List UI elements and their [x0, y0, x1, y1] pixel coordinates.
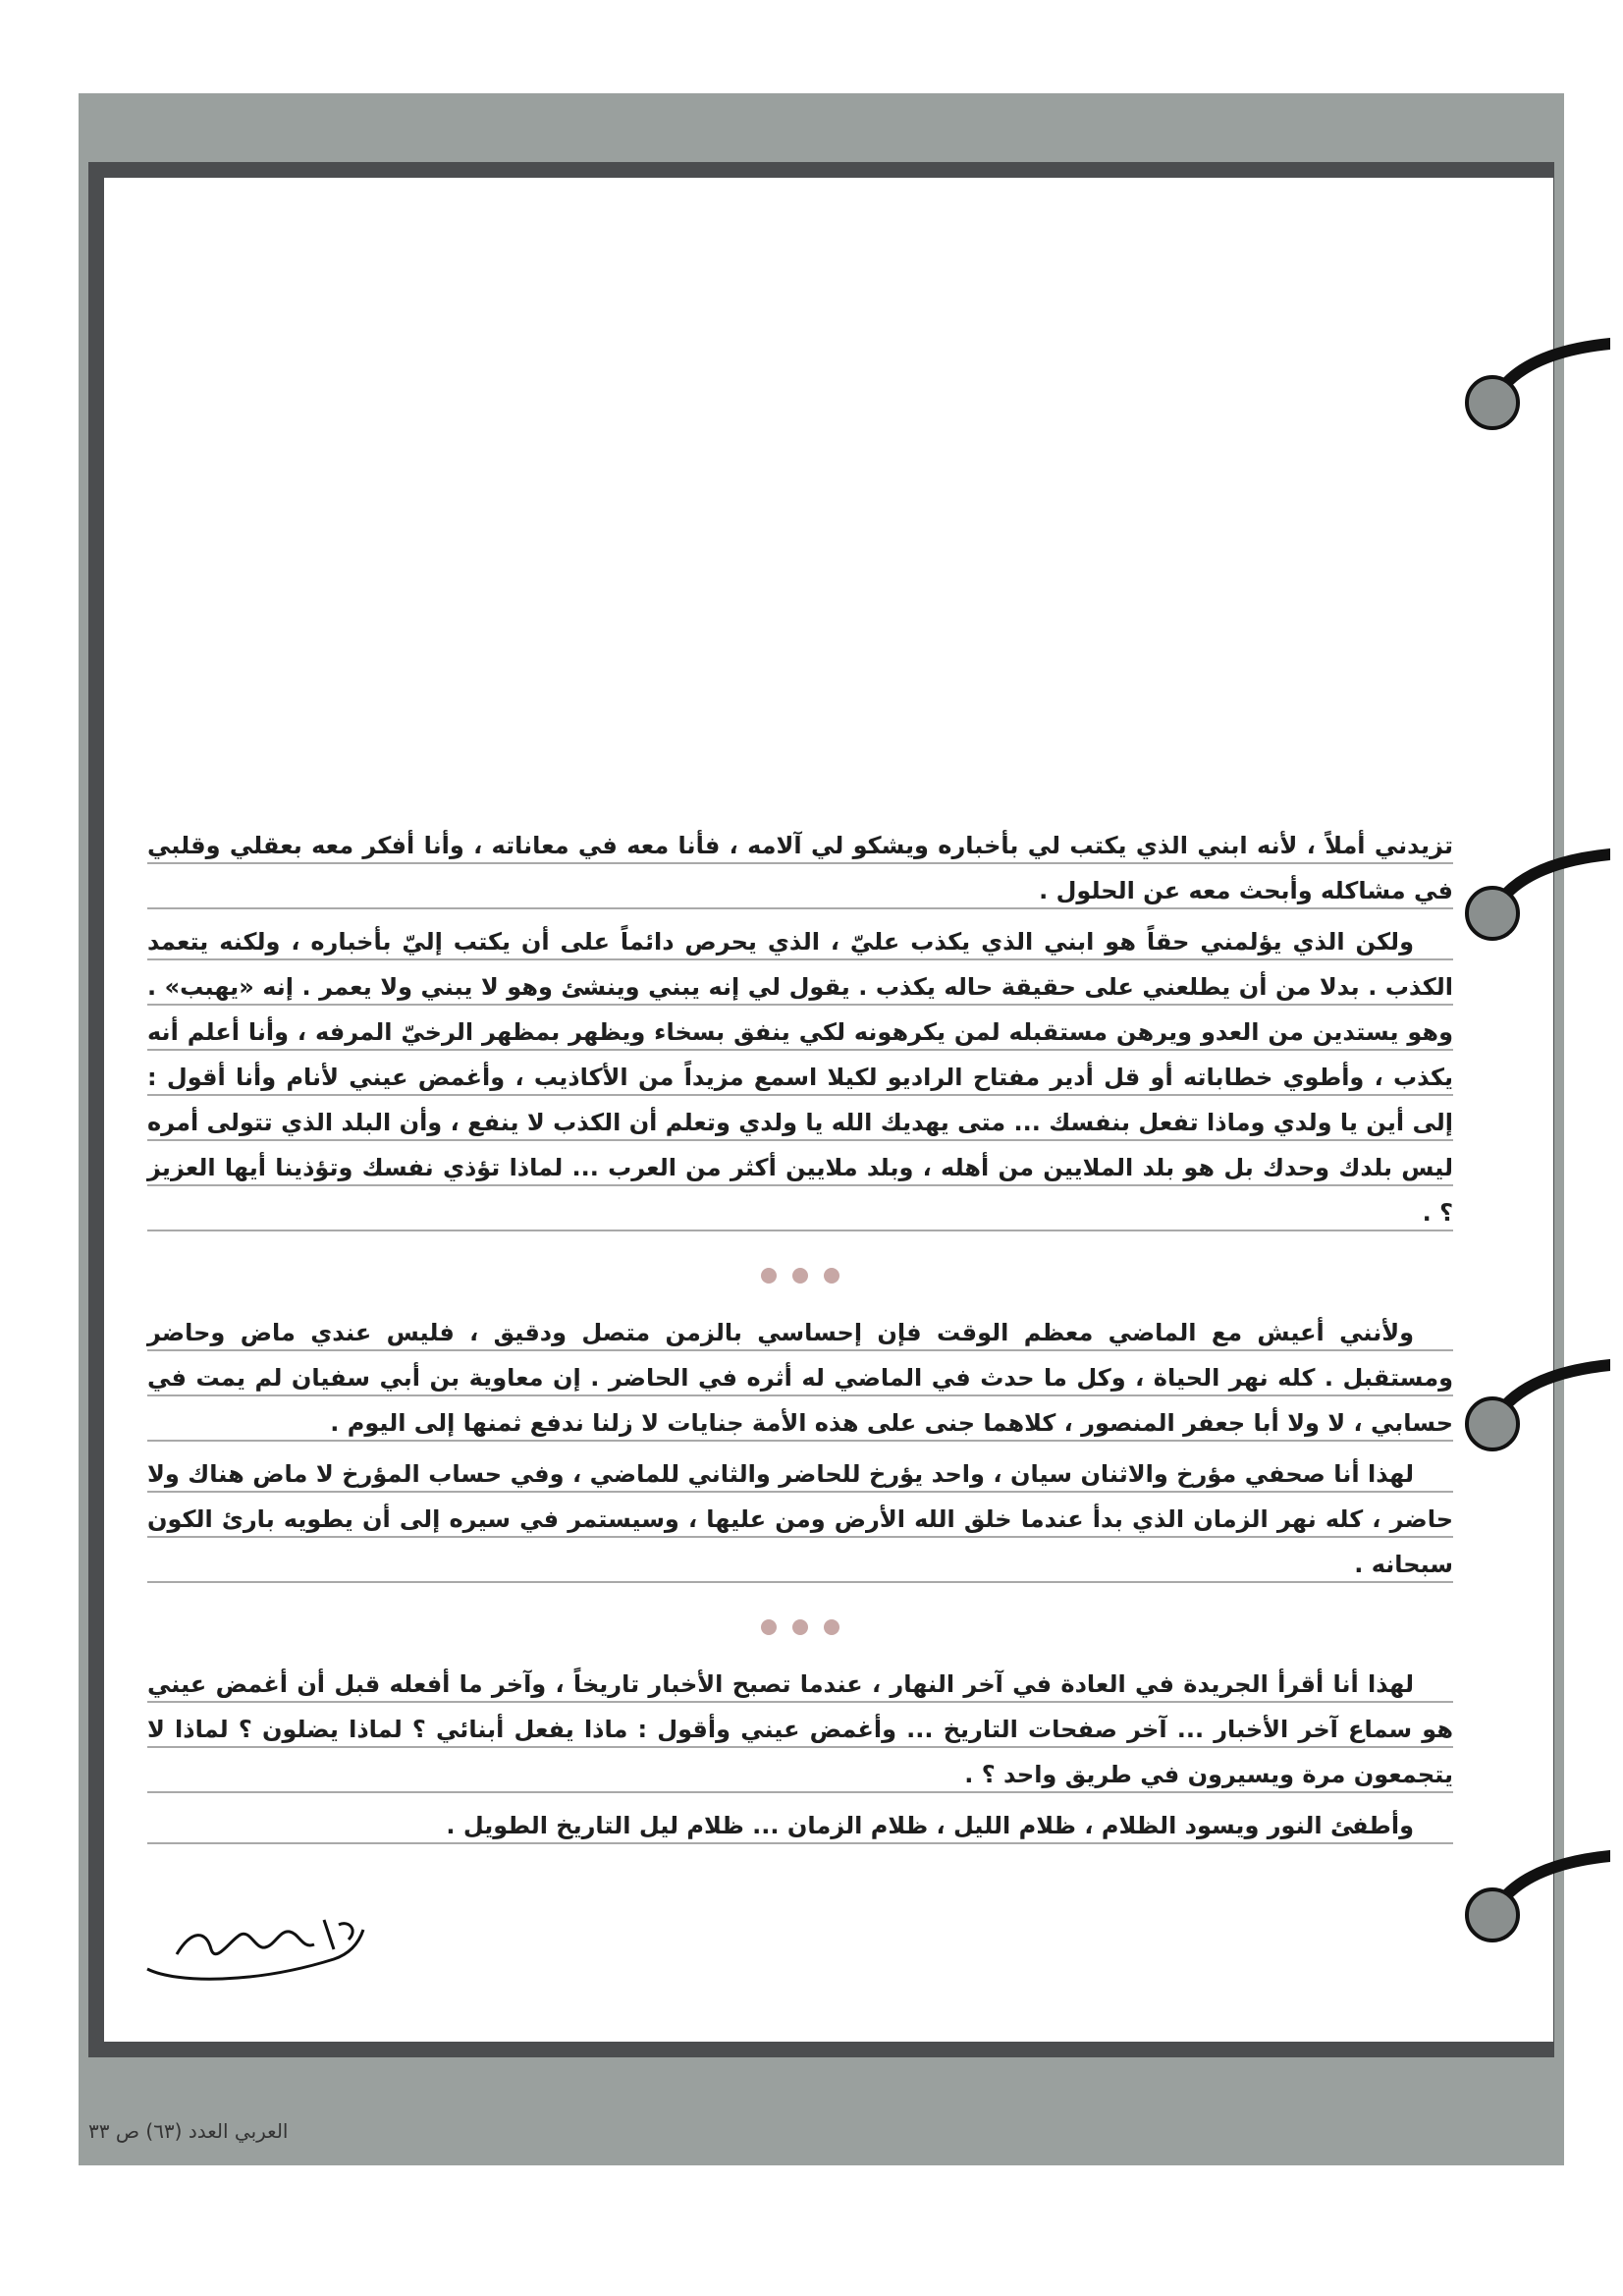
separator-dot: [824, 1268, 839, 1284]
paragraph: وأطفئ النور ويسود الظلام ، ظلام الليل ، ظلام الزمان ... ظلام ليل التاريخ الطويل .: [147, 1803, 1453, 1848]
binder-ring-icon: [1434, 334, 1610, 442]
paragraph: ولكن الذي يؤلمني حقاً هو ابني الذي يكذب عليّ ، الذي يحرص دائماً على أن يكتب إليّ بأخباره ، ولكنه يتعمد الكذب . بدلا من أن يطلعني على حقيقة حاله يكذب . يقول لي إنه يبني وينشئ وهو لا يبني ولا يعمر . إنه «يهبب» . وهو يستدين من العدو ويرهن مستقبله لمن يكرهونه لكي ينفق بسخاء ويظهر بمظهر الرخيّ المرفه ، وأنا أعلم أنه يكذب ، وأطوي خطاباته أو قل أدير مفتاح الراديو لكيلا اسمع مزيداً من الأكاذيب ، وأغمض عيني لأنام وأنا أقول : إلى أين يا ولدي وماذا تفعل بنفسك ... متى يهديك الله يا ولدي وتعلم أن الكذب لا ينفع ، وأن البلد الذي تتولى أمره ليس بلدك وحدك بل هو بلد الملايين من أهله ، وبلد ملايين أكثر من العرب ... لماذا تؤذي نفسك وتؤذينا أيها العزيز ؟ .: [147, 919, 1453, 1235]
section-separator: [147, 1593, 1453, 1662]
separator-dot: [792, 1268, 808, 1284]
binder-ring-icon: [1434, 845, 1610, 953]
paragraph: لهذا أنا أقرأ الجريدة في العادة في آخر النهار ، عندما تصبح الأخبار تاريخاً ، وآخر ما أفعله قبل أن أغمض عيني هو سماع آخر الأخبار ... آخر صفحات التاريخ ... وأغمض عيني وأقول : ماذا يفعل أبنائي ؟ لماذا يضلون ؟ لماذا لا يتجمعون مرة ويسيرون في طريق واحد ؟ .: [147, 1662, 1453, 1797]
paragraph: لهذا أنا صحفي مؤرخ والاثنان سيان ، واحد يؤرخ للحاضر والثاني للماضي ، وفي حساب المؤرخ لا ماض هناك ولا حاضر ، كله نهر الزمان الذي بدأ عندما خلق الله الأرض ومن عليها ، وسيستمر في سيره إلى أن يطويه بارئ الكون سبحانه .: [147, 1451, 1453, 1587]
paragraph: تزيدني أملاً ، لأنه ابني الذي يكتب لي بأخباره ويشكو لي آلامه ، فأنا معه في معاناته ، وأنا أفكر معه بعقلي وقلبي في مشاكله وأبحث معه عن الحلول .: [147, 823, 1453, 913]
separator-dot: [761, 1268, 777, 1284]
author-signature: [137, 1900, 373, 1989]
paragraph: ولأنني أعيش مع الماضي معظم الوقت فإن إحساسي بالزمن متصل ودقيق ، فليس عندي ماض وحاضر ومستقبل . كله نهر الحياة ، وكل ما حدث في الماضي له أثره في الحاضر . إن معاوية بن أبي سفيان لم يمت في حسابي ، لا ولا أبا جعفر المنصور ، كلاهما جنى على هذه الأمة جنايات لا زلنا ندفع ثمنها إلى اليوم .: [147, 1310, 1453, 1446]
article-body: [147, 823, 1453, 1854]
page-footer: [88, 2111, 288, 2151]
section-separator: [147, 1241, 1453, 1310]
issue-page-number: العدد (٦٣) ص ٣٣: [88, 2119, 229, 2143]
binder-ring-icon: [1434, 1355, 1610, 1463]
separator-dot: [792, 1619, 808, 1635]
binder-ring-icon: [1434, 1846, 1610, 1954]
separator-dot: [824, 1619, 839, 1635]
magazine-name: العربي: [234, 2119, 289, 2143]
page-footer-band: [79, 2106, 1564, 2165]
separator-dot: [761, 1619, 777, 1635]
